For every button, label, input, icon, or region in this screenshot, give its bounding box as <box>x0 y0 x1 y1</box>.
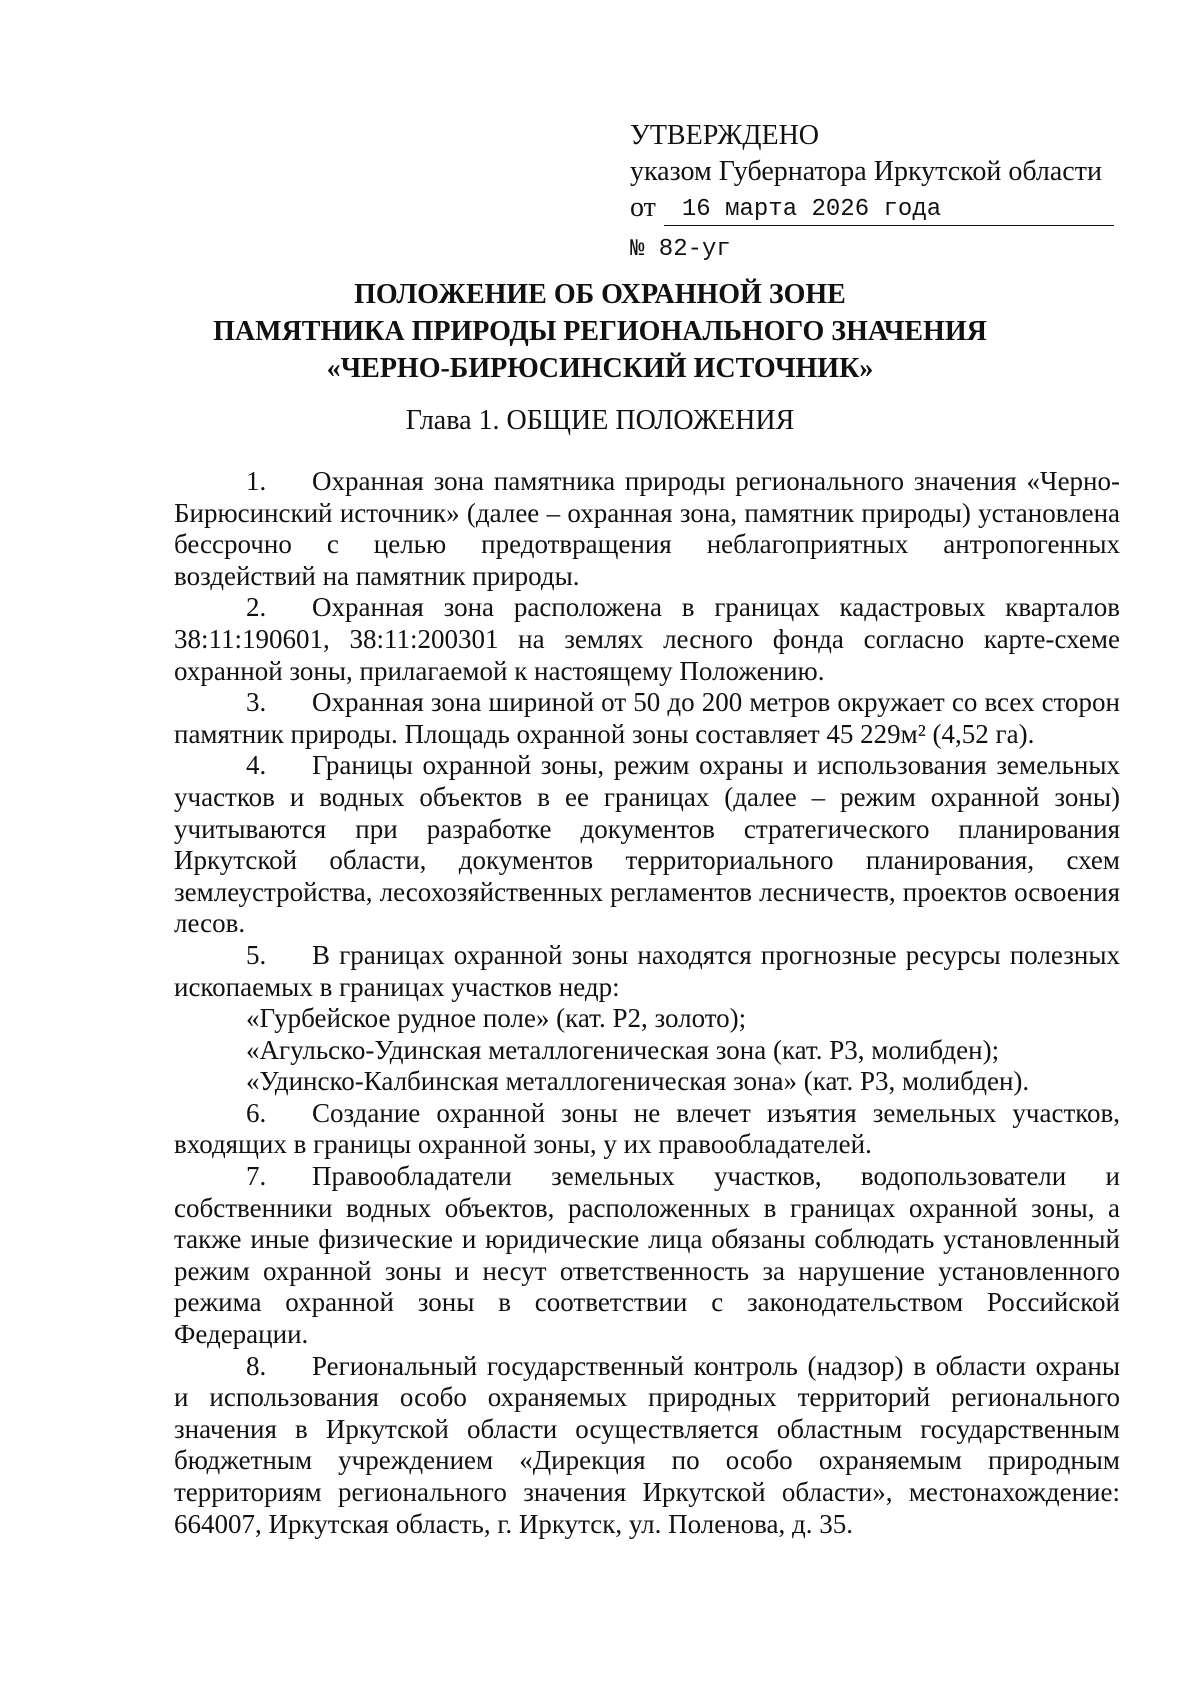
paragraph-text: Границы охранной зоны, режим охраны и использования земельных участков и водных объектов в ее границах (далее – режим охранной зоны) учитываются при разработке документов стратегического планирования Иркутской области, документов территориального планирования, схем землеустройства, лесохозяйственных регламентов лесничеств, проектов освоения лесов. <box>174 750 1120 939</box>
paragraph-5 <box>174 940 1120 1003</box>
paragraph-text: Охранная зона расположена в границах кадастровых кварталов 38:11:190601, 38:11:200301 на землях лесного фонда согласно карте-схеме охранной зоны, прилагаемой к настоящему Положению. <box>174 592 1120 686</box>
paragraph-text: Охранная зона шириной от 50 до 200 метров окружает со всех сторон памятник природы. Площадь охранной зоны составляет 45 229м² (4,52 га). <box>174 687 1120 749</box>
date-prefix: от <box>630 192 656 223</box>
paragraph-4 <box>174 750 1120 940</box>
approval-heading: УТВЕРЖДЕНО <box>630 120 820 151</box>
paragraph-number: 6. <box>246 1097 267 1128</box>
title-line-3: «ЧЕРНО-БИРЮСИНСКИЙ ИСТОЧНИК» <box>326 353 874 384</box>
paragraph-text: Охранная зона памятника природы регионального значения «Черно-Бирюсинский источник» (далее – охранная зона, памятник природы) установлена бессрочно с целью предотвращения неблагоприятных антропогенных воздействий на памятник природы. <box>174 466 1120 591</box>
subitem-2: «Агульско-Удинская металлогеническая зона (кат. Р3, молибден); <box>246 1034 1000 1065</box>
document-title <box>0 276 1200 387</box>
paragraph-number: 5. <box>246 939 267 970</box>
subitem-3: «Удинско-Калбинская металлогеническая зона» (кат. Р3, молибден). <box>246 1066 1030 1097</box>
paragraph-number: 2. <box>246 592 267 623</box>
title-line-2: ПАМЯТНИКА ПРИРОДЫ РЕГИОНАЛЬНОГО ЗНАЧЕНИЯ <box>213 316 987 347</box>
paragraph-6 <box>174 1098 1120 1161</box>
paragraph-number: 1. <box>246 466 267 496</box>
paragraph-text: Региональный государственный контроль (надзор) в области охраны и использования особо охраняемых природных территорий регионального значения в Иркутской области осуществляется областным государственным бюджетным учреждением «Дирекция по особо охраняемым природным территориям регионального значения Иркутской области», местонахождение: 664007, Иркутская область, г. Иркутск, ул. Поленова, д. 35. <box>174 1350 1120 1539</box>
title-line-1: ПОЛОЖЕНИЕ ОБ ОХРАННОЙ ЗОНЕ <box>354 279 846 310</box>
paragraph-text: В границах охранной зоны находятся прогнозные ресурсы полезных ископаемых в границах участков недр: <box>174 939 1120 1002</box>
paragraph-3 <box>174 687 1120 750</box>
approval-number: № 82-уг <box>630 236 731 263</box>
paragraph-2 <box>174 592 1120 687</box>
subitem-1: «Гурбейское рудное поле» (кат. Р2, золото); <box>246 1003 747 1034</box>
chapter-heading: Глава 1. ОБЩИЕ ПОЛОЖЕНИЯ <box>405 405 795 436</box>
paragraph-text: Создание охранной зоны не влечет изъятия земельных участков, входящих в границы охранной зоны, у их правообладателей. <box>174 1097 1120 1160</box>
approval-stamp <box>630 118 1114 268</box>
paragraph-text: Правообладатели земельных участков, водопользователи и собственники водных объектов, расположенных в границах охранной зоны, а также иные физические и юридические лица обязаны соблюдать установленный режим охранной зоны и несут ответственность за нарушение установленного режима охранной зоны в соответствии с законодательством Российской Федерации. <box>174 1161 1120 1350</box>
paragraph-number: 4. <box>246 750 267 781</box>
approval-date: 16 марта 2026 года <box>664 195 1114 226</box>
document-body <box>174 466 1120 1540</box>
paragraph-number: 8. <box>246 1350 267 1381</box>
paragraph-1 <box>174 466 1120 592</box>
approval-by: указом Губернатора Иркутской области <box>630 156 1102 187</box>
paragraph-number: 7. <box>246 1161 267 1192</box>
paragraph-8 <box>174 1351 1120 1541</box>
approval-date-line <box>630 190 1114 226</box>
paragraph-number: 3. <box>246 687 267 718</box>
paragraph-7 <box>174 1161 1120 1351</box>
